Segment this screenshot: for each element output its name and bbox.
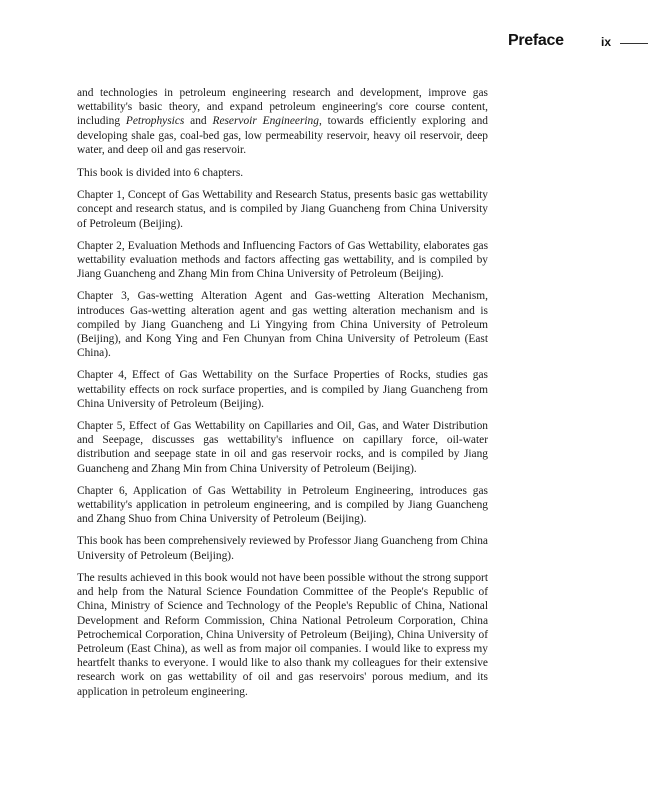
italic-reservoir-engineering: Reservoir Engineering	[212, 115, 319, 128]
paragraph-chapter-2: Chapter 2, Evaluation Methods and Influencing Factors of Gas Wettability, elaborates gas wettability evaluation methods and factors affecting gas wettability, and is compiled by Jiang Guancheng and Zhang Min from China University of Petroleum (Beijing).	[77, 239, 488, 281]
paragraph-technologies: and technologies in petroleum engineering research and development, improve gas wettability's basic theory, and expand petroleum engineering's core course content, including Petrophysics and Reservoir Engineering, towards efficiently exploring and developing shale gas, coal-bed gas, low permeability reservoir, heavy oil reservoir, deep water, and deep oil and gas reservoir.	[77, 87, 488, 156]
paragraph-chapter-1: Chapter 1, Concept of Gas Wettability and Research Status, presents basic gas wettability concept and research status, and is compiled by Jiang Guancheng from China University of Petroleum (Beijing).	[77, 189, 488, 230]
header-rule	[620, 43, 648, 44]
paragraph-acknowledgements: The results achieved in this book would not have been possible without the strong support and help from the Natural Science Foundation Committee of the People's Republic of China, Ministry of Science and Technology of the People's Republic of China, National Development and Reform Commission, China National Petroleum Corporation, China Petrochemical Corporation, China University of Petroleum (Beijing), China University of Petroleum (East China), as well as from major oil companies. I would like to express my heartfelt thanks to everyone. I would like to also thank my colleagues for their extensive research work on gas wettability of oil and gas reservoirs' porous medium, and its application in petroleum engineering.	[77, 571, 488, 698]
paragraph-chapter-6: Chapter 6, Application of Gas Wettability in Petroleum Engineering, introduces gas wettability's application in petroleum engineering, and is compiled by Jiang Guancheng and Zhang Shuo from China University of Petroleum (Beijing).	[77, 484, 488, 526]
paragraph-chapter-5: Chapter 5, Effect of Gas Wettability on Capillaries and Oil, Gas, and Water Distribution and Seepage, discusses gas wettability's influence on capillary force, oil-water distribution and seepage state in oil and gas reservoir rocks, and is compiled by Jiang Guancheng and Zhang Min from China University of Petroleum (Beijing).	[77, 420, 488, 475]
page-number: ix	[601, 35, 612, 49]
paragraph-chapter-4: Chapter 4, Effect of Gas Wettability on the Surface Properties of Rocks, studies gas wettability effects on rock surface properties, and is compiled by Jiang Guancheng from China University of Petroleum (Beijing).	[77, 369, 488, 410]
running-title: Preface	[508, 32, 564, 49]
paragraph-chapter-count: This book is divided into 6 chapters.	[77, 167, 244, 180]
preface-body	[77, 86, 488, 707]
italic-petrophysics: Petrophysics	[125, 115, 185, 128]
page-header	[0, 30, 648, 54]
paragraph-review: This book has been comprehensively reviewed by Professor Jiang Guancheng from China University of Petroleum (Beijing).	[77, 535, 488, 562]
paragraph-chapter-3: Chapter 3, Gas-wetting Alteration Agent and Gas-wetting Alteration Mechanism, introduces Gas-wetting alteration agent and gas wetting alteration mechanism and is compiled by Jiang Guancheng and Li Yingying from China University of Petroleum (Beijing), and Kong Ying and Fen Chunyan from China University of Petroleum (East China).	[77, 290, 488, 360]
